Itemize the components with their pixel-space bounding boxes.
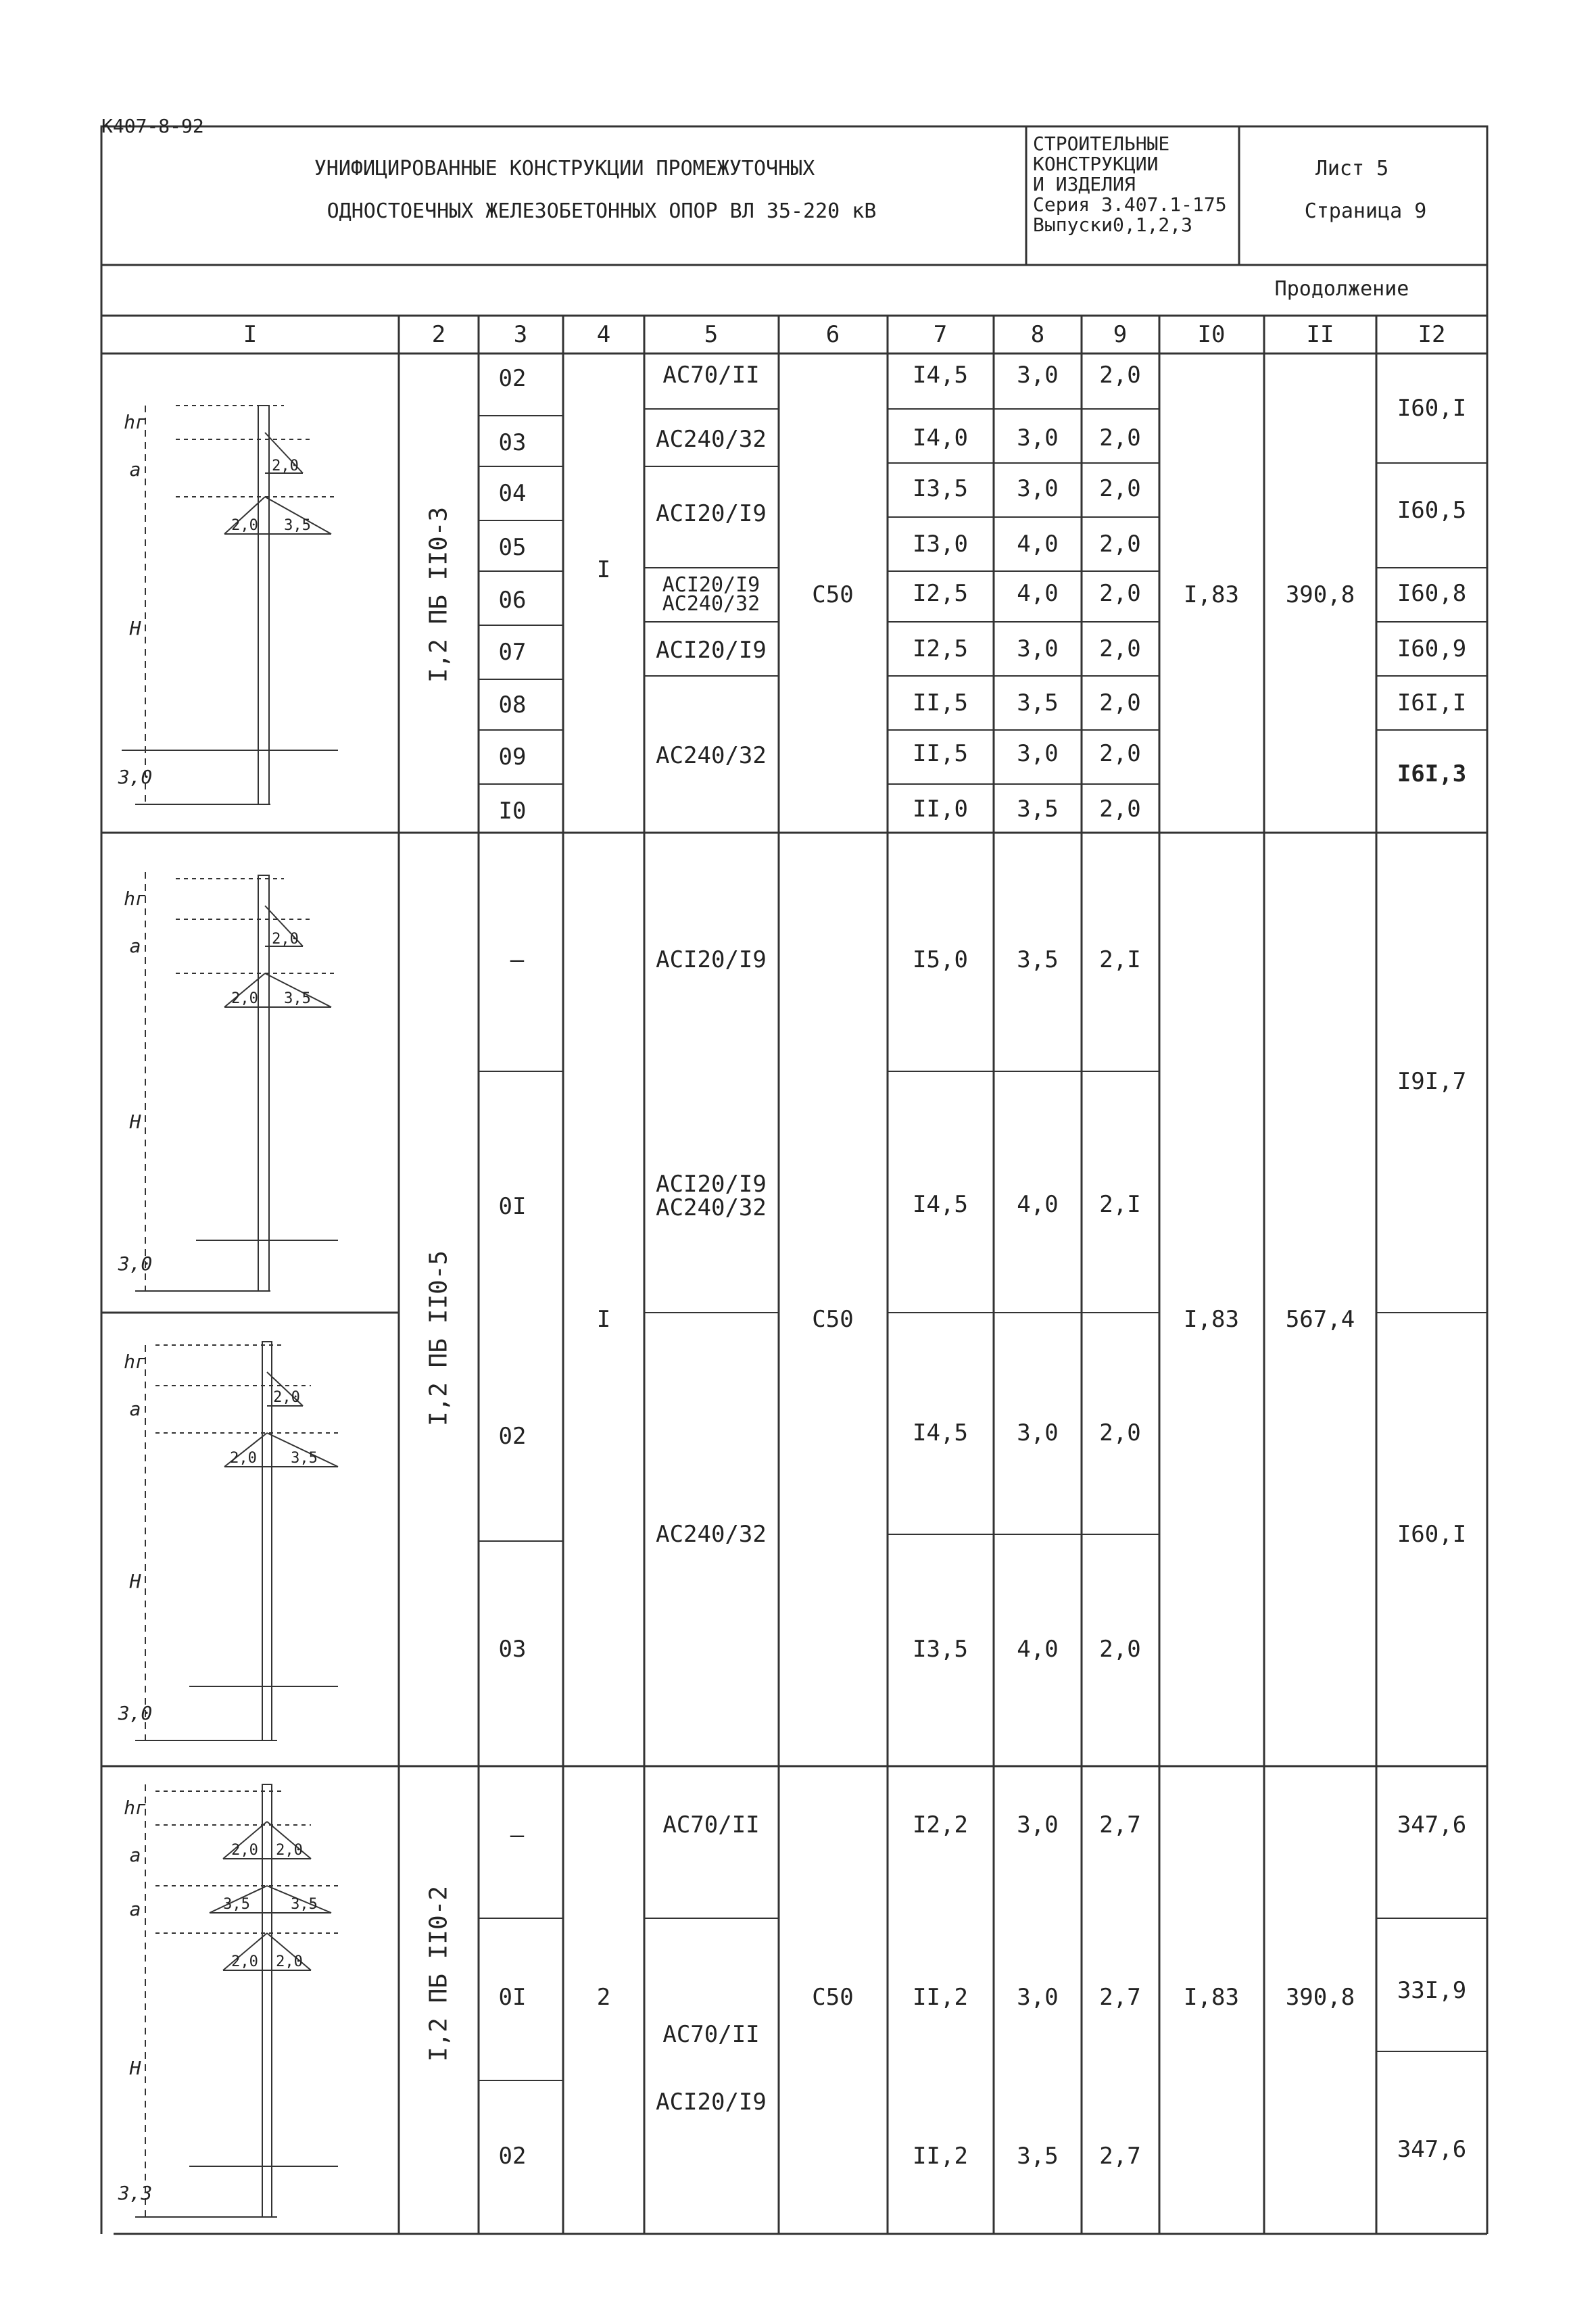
g1-row7-c9: 2,0 [1099, 689, 1141, 716]
g2-row1-c3: – [510, 946, 525, 973]
g1-wire-4b: AC240/32 [662, 592, 760, 616]
pole-drawing-1 [122, 406, 338, 804]
g2-row3-c7: I4,5 [913, 1419, 968, 1446]
g3-row2-c7: II,2 [913, 1984, 968, 2011]
g1-wire-4a: ACI20/I9 [662, 573, 760, 597]
title-line-2: ОДНОСТОЕЧНЫХ ЖЕЛЕЗОБЕТОННЫХ ОПОР ВЛ 35-220 кВ [327, 199, 877, 223]
dim-arm-right-3: 3,5 [291, 1450, 318, 1467]
col-header-6: 6 [825, 321, 840, 348]
g1-row7-c8: 3,5 [1017, 689, 1059, 716]
col-header-1: I [243, 321, 258, 348]
dim-a-4b: a [129, 1898, 141, 1920]
dim-h-4: H [129, 2057, 141, 2079]
g1-row3-c9: 2,0 [1099, 475, 1141, 502]
g3-wire-3: ACI20/I9 [656, 2089, 767, 2116]
g2-c12-a: I9I,7 [1397, 1068, 1467, 1095]
g1-wire-5: ACI20/I9 [656, 637, 767, 664]
col6-group-1: C50 [812, 581, 854, 608]
g2-row4-c3: 03 [498, 1636, 527, 1663]
g3-row3-c12: 347,6 [1397, 2136, 1467, 2163]
g2-row3-c9: 2,0 [1099, 1419, 1141, 1446]
g2-wire-2a: ACI20/I9 [656, 1171, 767, 1198]
col11-group-3: 390,8 [1285, 1984, 1355, 2011]
g1-row3-c7: I3,5 [913, 475, 968, 502]
col-header-9: 9 [1113, 321, 1128, 348]
dim-a-2: a [129, 935, 141, 957]
page-number: Страница 9 [1304, 199, 1427, 223]
dim-hr-3: hг [124, 1350, 147, 1373]
dim-arm-upper-left-4: 2,0 [231, 1842, 258, 1859]
g1-row9-c3: I0 [498, 798, 527, 825]
g3-row1-c9: 2,7 [1099, 1811, 1141, 1838]
stamp-line-4: Серия 3.407.1-175 [1033, 193, 1227, 216]
g1-row6-c8: 3,0 [1017, 635, 1059, 662]
col-header-11: II [1306, 321, 1334, 348]
g1-row8-c9: 2,0 [1099, 740, 1141, 767]
dim-hr-4: hг [124, 1797, 147, 1819]
col11-group-1: 390,8 [1285, 581, 1355, 608]
dim-ground-1: 3,0 [118, 766, 153, 788]
col10-group-3: I,83 [1184, 1984, 1239, 2011]
dim-arm-upper-1: 2,0 [272, 458, 299, 474]
g1-row8-c8: 3,0 [1017, 740, 1059, 767]
stamp-line-3: И ИЗДЕЛИЯ [1033, 173, 1136, 195]
g2-wire-3: AC240/32 [656, 1521, 767, 1548]
g1-row8-c7: II,5 [913, 740, 968, 767]
g1-wire-2: AC240/32 [656, 426, 767, 453]
g1-c12-f: I6I,3 [1397, 760, 1467, 787]
continuation-label: Продолжение [1274, 277, 1409, 301]
g1-c12-d: I60,9 [1397, 635, 1467, 662]
g3-row3-c9: 2,7 [1099, 2143, 1141, 2170]
g1-row1-c7: I4,5 [913, 362, 968, 389]
g1-c12-b: I60,5 [1397, 497, 1467, 524]
g1-row6-c9: 2,0 [1099, 635, 1141, 662]
g2-row1-c9: 2,I [1099, 946, 1141, 973]
g1-c12-e: I6I,I [1397, 689, 1467, 716]
type-group-1: I,2 ПБ II0-3 [425, 506, 453, 683]
stamp-line-5: Выпуски0,1,2,3 [1033, 214, 1193, 236]
g1-row9-c9: 2,0 [1099, 796, 1141, 823]
dim-ground-2: 3,0 [118, 1252, 153, 1275]
g1-row2-c9: 2,0 [1099, 424, 1141, 452]
col4-group-3: 2 [596, 1984, 611, 2011]
g1-row2-c7: I4,0 [913, 424, 968, 452]
g2-c12-b: I60,I [1397, 1521, 1467, 1548]
g3-row1-c7: I2,2 [913, 1811, 968, 1838]
g2-row2-c7: I4,5 [913, 1191, 968, 1218]
dim-arm-mid-right-4: 3,5 [291, 1896, 318, 1913]
g1-row5-c3: 06 [498, 587, 527, 614]
g3-row2-c3: 0I [498, 1984, 527, 2011]
g3-row1-c12: 347,6 [1397, 1811, 1467, 1838]
g2-wire-2b: AC240/32 [656, 1194, 767, 1221]
g1-row3-c3: 04 [498, 480, 527, 507]
g3-row2-c12: 33I,9 [1397, 1977, 1467, 2004]
g2-row3-c8: 3,0 [1017, 1419, 1059, 1446]
g1-row4-c3: 05 [498, 534, 527, 561]
dim-h-1: H [129, 617, 141, 639]
g3-row2-c9: 2,7 [1099, 1984, 1141, 2011]
col-header-2: 2 [431, 321, 446, 348]
dim-ground-4: 3,3 [118, 2182, 153, 2204]
g3-row1-c8: 3,0 [1017, 1811, 1059, 1838]
g1-row4-c8: 4,0 [1017, 531, 1059, 558]
g1-c12-c: I60,8 [1397, 580, 1467, 607]
g1-row5-c7: I2,5 [913, 580, 968, 607]
col6-group-2: C50 [812, 1306, 854, 1333]
g1-row8-c3: 09 [498, 744, 527, 771]
sheet-number: Лист 5 [1315, 157, 1389, 180]
dim-arm-left-1: 2,0 [231, 517, 258, 534]
col6-group-3: C50 [812, 1984, 854, 2011]
g1-row5-c8: 4,0 [1017, 580, 1059, 607]
g1-row9-c7: II,0 [913, 796, 968, 823]
dim-arm-upper-3: 2,0 [273, 1389, 300, 1406]
dim-hr-1: hг [124, 411, 147, 433]
col4-group-1: I [596, 556, 611, 583]
g1-row4-c9: 2,0 [1099, 531, 1141, 558]
g3-row1-c3: – [510, 1822, 525, 1849]
dim-a-1: a [129, 458, 141, 481]
g3-row3-c8: 3,5 [1017, 2143, 1059, 2170]
g1-row5-c9: 2,0 [1099, 580, 1141, 607]
g1-row6-c3: 07 [498, 639, 527, 666]
g1-row9-c8: 3,5 [1017, 796, 1059, 823]
type-group-3: I,2 ПБ II0-2 [425, 1885, 453, 2062]
g1-c12-a: I60,I [1397, 395, 1467, 422]
g1-row2-c3: 03 [498, 429, 527, 456]
g1-row1-c9: 2,0 [1099, 362, 1141, 389]
g3-row3-c3: 02 [498, 2143, 527, 2170]
dim-arm-right-1: 3,5 [284, 517, 311, 534]
pole-drawing-2 [135, 872, 338, 1291]
col4-group-2: I [596, 1306, 611, 1333]
g1-row7-c3: 08 [498, 691, 527, 718]
g2-wire-1: ACI20/I9 [656, 946, 767, 973]
g3-wire-1: AC70/II [662, 1811, 760, 1838]
stamp-line-1: СТРОИТЕЛЬНЫЕ [1033, 132, 1170, 155]
g1-wire-3: ACI20/I9 [656, 500, 767, 527]
g1-row1-c8: 3,0 [1017, 362, 1059, 389]
g1-row2-c8: 3,0 [1017, 424, 1059, 452]
g2-row4-c9: 2,0 [1099, 1636, 1141, 1663]
g1-wire-1: AC70/II [662, 362, 760, 389]
stamp-line-2: КОНСТРУКЦИИ [1033, 153, 1159, 175]
dim-ground-3: 3,0 [118, 1702, 153, 1724]
g2-row2-c8: 4,0 [1017, 1191, 1059, 1218]
col-header-3: 3 [513, 321, 528, 348]
g3-row3-c7: II,2 [913, 2143, 968, 2170]
dim-h-2: H [129, 1111, 141, 1133]
g2-row4-c8: 4,0 [1017, 1636, 1059, 1663]
dim-arm-left-2: 2,0 [231, 990, 258, 1007]
dim-a-3: a [129, 1398, 141, 1420]
g2-row1-c8: 3,5 [1017, 946, 1059, 973]
dim-arm-mid-left-4: 3,5 [223, 1896, 250, 1913]
g1-row1-c3: 02 [498, 365, 527, 392]
g2-row2-c9: 2,I [1099, 1191, 1141, 1218]
pole-drawing-3 [135, 1342, 338, 1740]
g1-row4-c7: I3,0 [913, 531, 968, 558]
dim-h-3: H [129, 1570, 141, 1592]
col-header-10: I0 [1197, 321, 1226, 348]
col-header-8: 8 [1030, 321, 1045, 348]
col-header-4: 4 [596, 321, 611, 348]
dim-hr-2: hг [124, 887, 147, 910]
g2-row2-c3: 0I [498, 1193, 527, 1220]
g1-row3-c8: 3,0 [1017, 475, 1059, 502]
g1-row6-c7: I2,5 [913, 635, 968, 662]
g3-row2-c8: 3,0 [1017, 1984, 1059, 2011]
g3-wire-2: AC70/II [662, 2021, 760, 2048]
g2-row1-c7: I5,0 [913, 946, 968, 973]
dim-arm-upper-2: 2,0 [272, 931, 299, 948]
document-code: К407-8-92 [101, 115, 204, 137]
title-line-1: УНИФИЦИРОВАННЫЕ КОНСТРУКЦИИ ПРОМЕЖУТОЧНЫХ [314, 157, 815, 180]
g2-row4-c7: I3,5 [913, 1636, 968, 1663]
col10-group-2: I,83 [1184, 1306, 1239, 1333]
col-header-12: I2 [1418, 321, 1446, 348]
dim-arm-upper-right-4: 2,0 [276, 1842, 303, 1859]
g1-wire-6: AC240/32 [656, 742, 767, 769]
dim-a-4a: a [129, 1844, 141, 1866]
pole-drawings [122, 406, 338, 2217]
col-header-7: 7 [933, 321, 948, 348]
g2-row3-c3: 02 [498, 1423, 527, 1450]
col11-group-2: 567,4 [1285, 1306, 1355, 1333]
col-header-5: 5 [704, 321, 719, 348]
dim-arm-right-2: 3,5 [284, 990, 311, 1007]
dim-arm-low-left-4: 2,0 [231, 1953, 258, 1970]
dim-arm-left-3: 2,0 [230, 1450, 257, 1467]
type-group-2: I,2 ПБ II0-5 [425, 1250, 453, 1427]
dim-arm-low-right-4: 2,0 [276, 1953, 303, 1970]
g1-row7-c7: II,5 [913, 689, 968, 716]
col10-group-1: I,83 [1184, 581, 1239, 608]
